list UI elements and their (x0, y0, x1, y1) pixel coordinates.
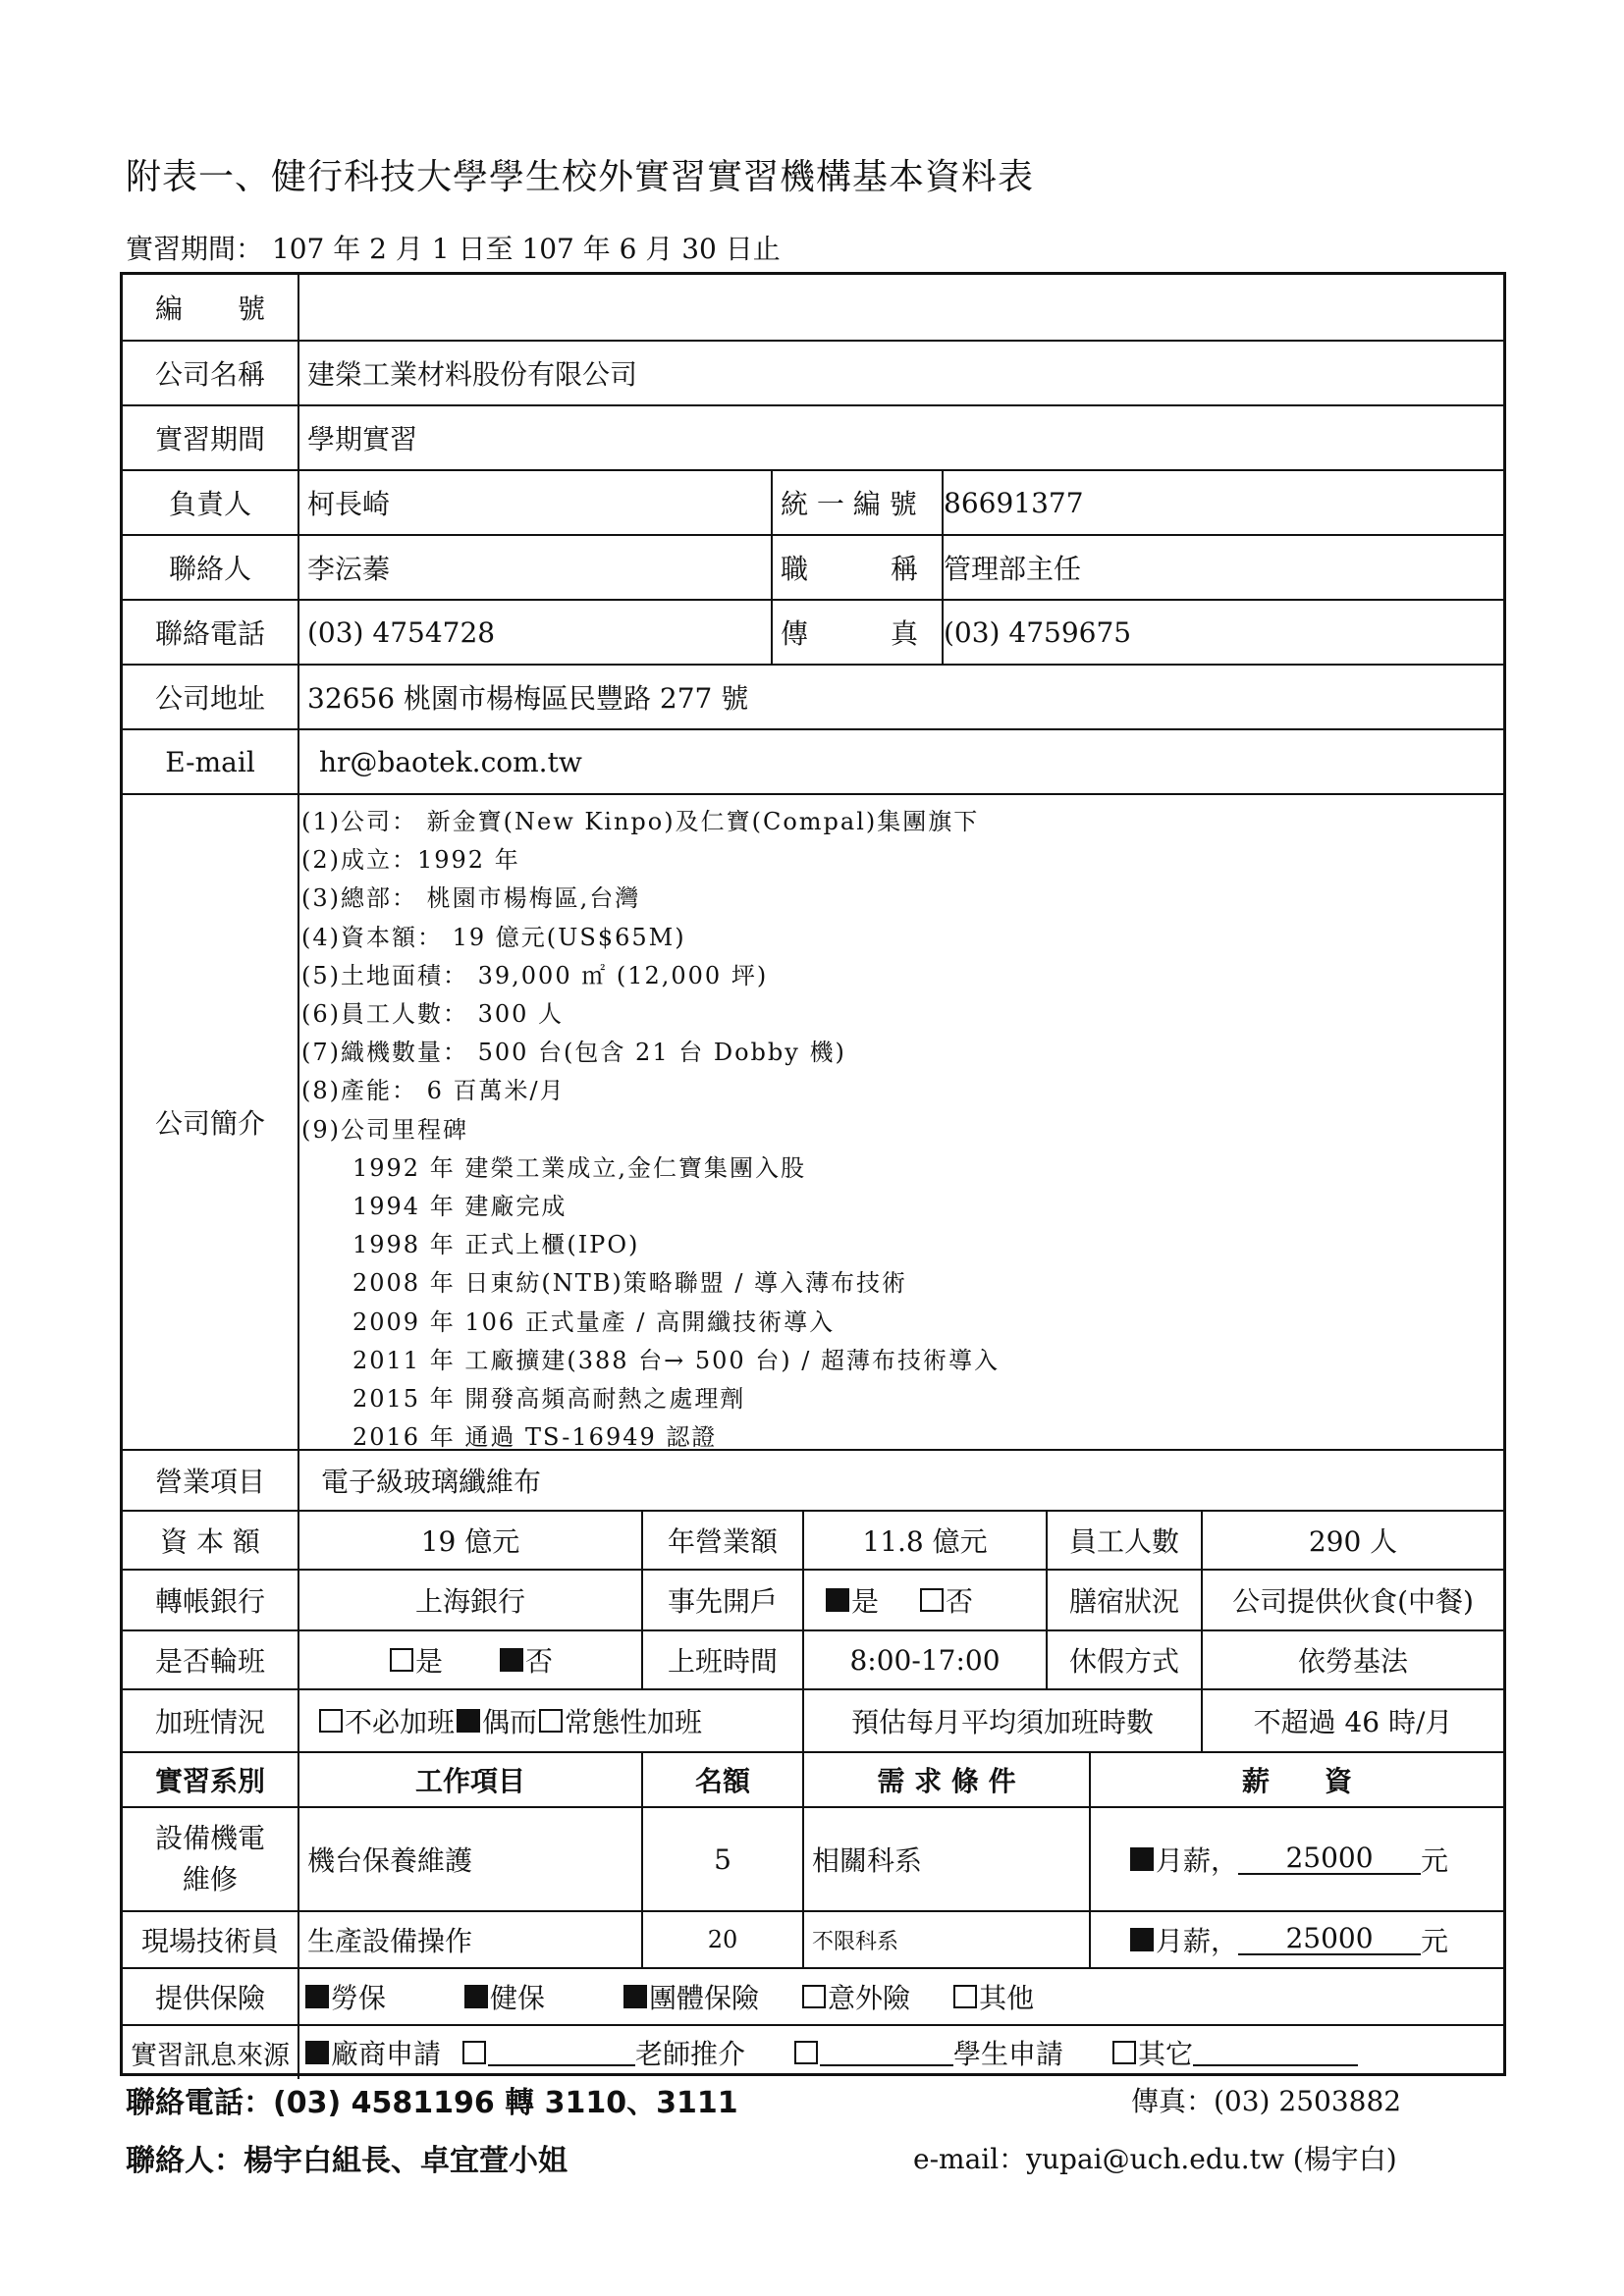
shift-no-label: 否 (525, 1645, 554, 1678)
job-work[interactable]: 生產設備操作 (299, 1912, 643, 1967)
board-value[interactable]: 公司提供伙食(中餐) (1232, 1585, 1474, 1618)
board-label: 膳宿狀況 (1048, 1571, 1203, 1629)
staff-value[interactable]: 290 人 (1308, 1525, 1398, 1558)
overtime-est-value[interactable]: 不超過 46 時/月 (1253, 1706, 1453, 1738)
company-label: 公司名稱 (123, 342, 299, 404)
revenue-value[interactable]: 11.8 億元 (804, 1512, 1048, 1569)
row-source (123, 2026, 1503, 2079)
milestone-line: 2008 年 日東紡(NTB)策略聯盟 / 導入薄布技術 (352, 1269, 908, 1298)
row-jobs-header (123, 1753, 1503, 1808)
job-row (123, 1912, 1503, 1969)
profile-line: (1)公司： 新金寶(New Kinpo)及仁寶(Compal)集團旗下 (301, 808, 980, 835)
job-quota[interactable]: 5 (643, 1808, 804, 1910)
job-quota[interactable]: 20 (643, 1912, 804, 1967)
header-work: 工作項目 (299, 1753, 643, 1806)
leave-value[interactable]: 依勞基法 (1297, 1645, 1408, 1678)
overtime-occasional-checkbox[interactable] (457, 1709, 480, 1733)
account-label: 事先開戶 (643, 1571, 804, 1629)
row-profile (123, 795, 1503, 1451)
insurance-options (299, 1969, 1503, 2024)
salary-prefix: 月薪， (1156, 1844, 1239, 1877)
salary-unit: 元 (1421, 1925, 1449, 1957)
source-teacher-label: 老師推介 (635, 2038, 746, 2070)
job-dept (123, 1808, 299, 1910)
milestone-line: 1994 年 建廠完成 (352, 1193, 568, 1221)
profile-line: (8)產能： 6 百萬米/月 (301, 1077, 566, 1105)
internship-period: 實習期間： 107 年 2 月 1 日至 107 年 6 月 30 日止 (126, 233, 781, 265)
row-bank (123, 1571, 1503, 1631)
company-info-form (120, 272, 1506, 2076)
shift-no-checkbox[interactable] (500, 1648, 523, 1672)
row-email (123, 730, 1503, 795)
job-work[interactable]: 機台保養維護 (299, 1808, 643, 1910)
source-label: 實習訊息來源 (123, 2026, 299, 2079)
salary-value[interactable]: 25000 (1238, 1843, 1421, 1875)
bank-value[interactable]: 上海銀行 (299, 1571, 643, 1629)
row-capital (123, 1512, 1503, 1571)
header-quota: 名額 (643, 1753, 804, 1806)
insurance-labor-checkbox[interactable] (305, 1985, 329, 2008)
insurance-labor-label: 勞保 (331, 1982, 387, 2014)
number-label: 編 號 (123, 275, 299, 340)
owner-value[interactable]: 柯長崎 (299, 471, 773, 534)
insurance-group-checkbox[interactable] (623, 1985, 647, 2008)
source-student-blank[interactable] (820, 2039, 953, 2066)
job-req[interactable]: 相關科系 (804, 1808, 1091, 1910)
shift-yes-label: 是 (414, 1645, 443, 1678)
source-company-label: 廠商申請 (331, 2038, 442, 2070)
overtime-regular-label: 常態性加班 (565, 1706, 703, 1738)
header-dept: 實習系別 (123, 1753, 299, 1806)
salary-checkbox[interactable] (1130, 1847, 1154, 1871)
insurance-other-checkbox[interactable] (953, 1985, 977, 2008)
insurance-group-label: 團體保險 (649, 1982, 760, 2014)
milestone-line: 2015 年 開發高頻高耐熱之處理劑 (352, 1385, 746, 1414)
source-other-label: 其它 (1138, 2038, 1194, 2070)
source-other-blank[interactable] (1193, 2039, 1358, 2066)
hours-label: 上班時間 (643, 1631, 804, 1688)
overtime-est-label: 預估每月平均須加班時數 (804, 1690, 1203, 1751)
revenue-label: 年營業額 (643, 1512, 804, 1569)
profile-label: 公司簡介 (123, 795, 299, 1449)
source-student-checkbox[interactable] (794, 2041, 818, 2064)
shift-options (299, 1631, 643, 1688)
footer-email: e-mail：yupai@uch.edu.tw (楊宇白) (913, 2143, 1397, 2175)
staff-label: 員工人數 (1048, 1512, 1203, 1569)
source-student-label: 學生申請 (953, 2038, 1064, 2070)
hours-value[interactable]: 8:00-17:00 (804, 1631, 1048, 1688)
insurance-label: 提供保險 (123, 1969, 299, 2024)
insurance-accident-label: 意外險 (828, 1982, 911, 2014)
row-shift (123, 1631, 1503, 1690)
job-dept-line2: 維修 (182, 1863, 238, 1896)
contact-label: 聯絡人 (123, 536, 299, 599)
job-row (123, 1808, 1503, 1912)
internship-value[interactable]: 學期實習 (307, 423, 418, 455)
internship-label: 實習期間 (123, 406, 299, 469)
footer-fax: 傳真：(03) 2503882 (1131, 2085, 1402, 2117)
milestone-line: 1992 年 建榮工業成立,金仁寶集團入股 (352, 1153, 806, 1182)
address-value[interactable]: 32656 桃園市楊梅區民豐路 277 號 (307, 682, 749, 715)
capital-value[interactable]: 19 億元 (299, 1512, 643, 1569)
profile-text (301, 803, 1000, 1457)
source-teacher-checkbox[interactable] (462, 2041, 486, 2064)
insurance-accident-checkbox[interactable] (802, 1985, 826, 2008)
job-salary (1091, 1808, 1503, 1910)
account-yes-checkbox[interactable] (826, 1588, 849, 1612)
source-other-checkbox[interactable] (1112, 2041, 1136, 2064)
row-contact (123, 536, 1503, 601)
jobtitle-value[interactable]: 管理部主任 (944, 553, 1082, 585)
capital-label: 資 本 額 (123, 1512, 299, 1569)
bank-label: 轉帳銀行 (123, 1571, 299, 1629)
overtime-label: 加班情況 (123, 1690, 299, 1751)
row-phone (123, 601, 1503, 666)
salary-value[interactable]: 25000 (1238, 1924, 1421, 1955)
row-company (123, 342, 1503, 406)
source-options (299, 2026, 1503, 2079)
row-insurance (123, 1969, 1503, 2026)
account-no-checkbox[interactable] (920, 1588, 944, 1612)
insurance-health-checkbox[interactable] (464, 1985, 488, 2008)
taxid-value[interactable]: 86691377 (944, 486, 1084, 519)
profile-line: (3)總部： 桃園市楊梅區,台灣 (301, 884, 641, 913)
profile-line: (2)成立：1992 年 (301, 846, 520, 875)
profile-line: (7)織機數量： 500 台(包含 21 台 Dobby 機) (301, 1039, 846, 1067)
footer-contact: 聯絡人：楊宇白組長、卓宜萱小姐 (126, 2144, 568, 2178)
business-label: 營業項目 (123, 1451, 299, 1510)
email-label: E-mail (123, 730, 299, 793)
owner-label: 負責人 (123, 471, 299, 534)
profile-line: (4)資本額： 19 億元(US$65M) (301, 923, 686, 951)
source-company-checkbox[interactable] (305, 2041, 329, 2064)
account-no-label: 否 (946, 1585, 974, 1618)
fax-value[interactable]: (03) 4759675 (944, 615, 1132, 649)
shift-yes-checkbox[interactable] (390, 1648, 413, 1672)
row-owner (123, 471, 1503, 536)
row-number (123, 275, 1503, 342)
milestone-line: 2009 年 106 正式量產 / 高開纖技術導入 (352, 1308, 836, 1336)
shift-label: 是否輪班 (123, 1631, 299, 1688)
header-req: 需 求 條 件 (804, 1753, 1091, 1806)
business-value[interactable]: 電子級玻璃纖維布 (321, 1466, 542, 1498)
account-options (804, 1571, 1048, 1629)
row-address (123, 666, 1503, 730)
overtime-none-checkbox[interactable] (319, 1709, 343, 1733)
contact-value[interactable]: 李沄蓁 (299, 536, 773, 599)
profile-line: (9)公司里程碑 (301, 1115, 468, 1144)
header-salary: 薪 資 (1241, 1765, 1352, 1797)
job-salary (1091, 1912, 1503, 1967)
milestone-line: 1998 年 正式上櫃(IPO) (352, 1231, 640, 1259)
document-title: 附表一、健行科技大學學生校外實習實習機構基本資料表 (126, 157, 1035, 197)
overtime-occasional-label: 偶而 (482, 1706, 538, 1738)
phone-value[interactable]: (03) 4754728 (299, 601, 773, 664)
milestone-line: 2016 年 通過 TS-16949 認證 (352, 1423, 718, 1452)
source-teacher-blank[interactable] (488, 2039, 635, 2066)
footer-phone: 聯絡電話：(03) 4581196 轉 3110、3111 (126, 2086, 738, 2120)
phone-label: 聯絡電話 (123, 601, 299, 664)
job-req[interactable]: 不限科系 (804, 1912, 1091, 1967)
fax-label: 傳 真 (773, 601, 944, 664)
salary-prefix: 月薪， (1156, 1925, 1239, 1957)
salary-checkbox[interactable] (1130, 1928, 1154, 1951)
email-value[interactable]: hr@baotek.com.tw (319, 745, 582, 778)
jobtitle-label: 職 稱 (773, 536, 944, 599)
overtime-regular-checkbox[interactable] (539, 1709, 563, 1733)
row-internship (123, 406, 1503, 471)
insurance-other-label: 其他 (979, 1982, 1035, 2014)
insurance-health-label: 健保 (490, 1982, 546, 2014)
milestone-line: 2011 年 工廠擴建(388 台→ 500 台) / 超薄布技術導入 (352, 1346, 1001, 1374)
job-dept: 現場技術員 (123, 1912, 299, 1967)
job-dept-line1: 設備機電 (154, 1822, 265, 1854)
number-value[interactable] (299, 275, 1503, 340)
account-yes-label: 是 (851, 1585, 880, 1618)
salary-unit: 元 (1421, 1844, 1449, 1877)
leave-label: 休假方式 (1048, 1631, 1203, 1688)
overtime-none-label: 不必加班 (345, 1706, 456, 1738)
row-business (123, 1451, 1503, 1512)
overtime-options (299, 1690, 804, 1751)
company-value[interactable]: 建榮工業材料股份有限公司 (307, 358, 638, 391)
profile-line: (5)土地面積： 39,000 ㎡ (12,000 坪) (301, 961, 769, 989)
row-overtime (123, 1690, 1503, 1753)
profile-line: (6)員工人數： 300 人 (301, 1000, 565, 1029)
address-label: 公司地址 (123, 666, 299, 728)
taxid-label: 統 一 編 號 (773, 471, 944, 534)
